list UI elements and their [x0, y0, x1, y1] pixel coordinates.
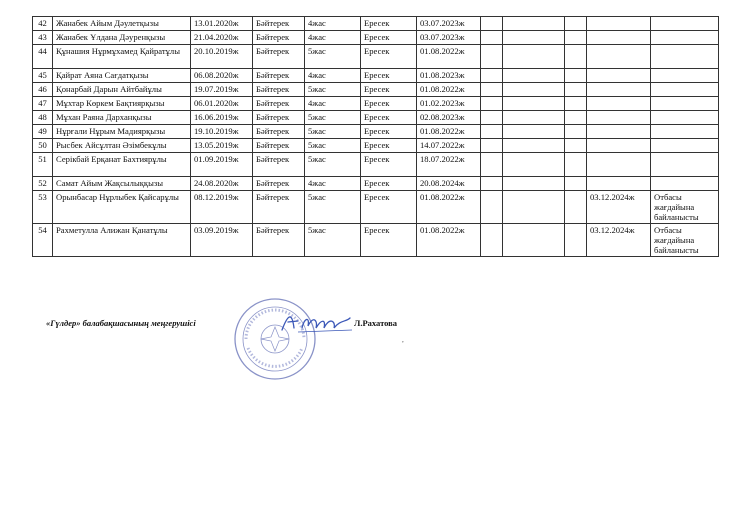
extra-col-9 — [503, 153, 565, 177]
roster-body — [33, 17, 719, 257]
extra-col-9 — [503, 45, 565, 69]
birth-date: 19.10.2019ж — [191, 125, 253, 139]
birth-date: 13.05.2019ж — [191, 139, 253, 153]
departure-reason — [651, 69, 719, 83]
group-name: Бәйтерек — [253, 139, 305, 153]
extra-col-10 — [565, 111, 587, 125]
row-number: 44 — [33, 45, 53, 69]
row-number: 53 — [33, 191, 53, 224]
group-type: Ересек — [361, 224, 417, 257]
table-row — [33, 177, 719, 191]
departure-date: 03.12.2024ж — [587, 191, 651, 224]
signatory-name: Л.Рахатова — [354, 318, 398, 328]
group-type: Ересек — [361, 45, 417, 69]
age: 5жас — [305, 224, 361, 257]
child-name: Нұрғали Нұрым Мадиярқызы — [53, 125, 191, 139]
departure-reason — [651, 111, 719, 125]
extra-col-8 — [481, 45, 503, 69]
row-number: 43 — [33, 31, 53, 45]
enrollment-date: 20.08.2024ж — [417, 177, 481, 191]
birth-date: 19.07.2019ж — [191, 83, 253, 97]
table-row — [33, 111, 719, 125]
extra-col-8 — [481, 111, 503, 125]
enrollment-date: 01.08.2023ж — [417, 69, 481, 83]
enrollment-date: 18.07.2022ж — [417, 153, 481, 177]
departure-date — [587, 125, 651, 139]
departure-date — [587, 69, 651, 83]
group-name: Бәйтерек — [253, 31, 305, 45]
birth-date: 06.08.2020ж — [191, 69, 253, 83]
extra-col-9 — [503, 31, 565, 45]
group-type: Ересек — [361, 83, 417, 97]
extra-col-9 — [503, 17, 565, 31]
table-row — [33, 125, 719, 139]
stray-mark: , — [402, 336, 404, 344]
birth-date: 03.09.2019ж — [191, 224, 253, 257]
departure-reason — [651, 97, 719, 111]
departure-date: 03.12.2024ж — [587, 224, 651, 257]
group-name: Бәйтерек — [253, 191, 305, 224]
departure-date — [587, 139, 651, 153]
group-type: Ересек — [361, 69, 417, 83]
group-name: Бәйтерек — [253, 224, 305, 257]
extra-col-10 — [565, 224, 587, 257]
departure-date — [587, 45, 651, 69]
extra-col-8 — [481, 97, 503, 111]
enrollment-date: 01.08.2022ж — [417, 125, 481, 139]
extra-col-8 — [481, 83, 503, 97]
age: 4жас — [305, 17, 361, 31]
group-name: Бәйтерек — [253, 177, 305, 191]
extra-col-9 — [503, 224, 565, 257]
extra-col-8 — [481, 224, 503, 257]
group-name: Бәйтерек — [253, 153, 305, 177]
table-row — [33, 83, 719, 97]
children-roster-table — [32, 16, 719, 257]
enrollment-date: 01.08.2022ж — [417, 83, 481, 97]
group-type: Ересек — [361, 153, 417, 177]
departure-date — [587, 111, 651, 125]
extra-col-9 — [503, 125, 565, 139]
extra-col-10 — [565, 69, 587, 83]
child-name: Мұхтар Көркем Бақтиярқызы — [53, 97, 191, 111]
group-type: Ересек — [361, 17, 417, 31]
extra-col-9 — [503, 97, 565, 111]
departure-reason: Отбасы жағдайына байланысты — [651, 224, 719, 257]
departure-date — [587, 31, 651, 45]
group-name: Бәйтерек — [253, 83, 305, 97]
extra-col-10 — [565, 125, 587, 139]
departure-reason — [651, 45, 719, 69]
child-name: Жанабек Ұлдана Дәуренқызы — [53, 31, 191, 45]
extra-col-9 — [503, 83, 565, 97]
row-number: 51 — [33, 153, 53, 177]
age: 4жас — [305, 97, 361, 111]
group-name: Бәйтерек — [253, 69, 305, 83]
child-name: Рысбек Айсұлтан Әзімбекұлы — [53, 139, 191, 153]
enrollment-date: 01.08.2022ж — [417, 191, 481, 224]
row-number: 49 — [33, 125, 53, 139]
age: 4жас — [305, 69, 361, 83]
enrollment-date: 01.02.2023ж — [417, 97, 481, 111]
departure-reason — [651, 31, 719, 45]
departure-reason — [651, 153, 719, 177]
enrollment-date: 03.07.2023ж — [417, 17, 481, 31]
extra-col-9 — [503, 69, 565, 83]
child-name: Жанабек Айым Дәулетқызы — [53, 17, 191, 31]
extra-col-10 — [565, 97, 587, 111]
enrollment-date: 02.08.2023ж — [417, 111, 481, 125]
enrollment-date: 03.07.2023ж — [417, 31, 481, 45]
departure-date — [587, 83, 651, 97]
group-name: Бәйтерек — [253, 97, 305, 111]
extra-col-10 — [565, 31, 587, 45]
birth-date: 20.10.2019ж — [191, 45, 253, 69]
table-row — [33, 139, 719, 153]
extra-col-10 — [565, 45, 587, 69]
table-row — [33, 153, 719, 177]
extra-col-8 — [481, 139, 503, 153]
extra-col-10 — [565, 153, 587, 177]
enrollment-date: 01.08.2022ж — [417, 224, 481, 257]
age: 5жас — [305, 111, 361, 125]
child-name: Құнашия Нұрмұхамед Қайратұлы — [53, 45, 191, 69]
departure-date — [587, 17, 651, 31]
extra-col-8 — [481, 191, 503, 224]
extra-col-9 — [503, 191, 565, 224]
birth-date: 21.04.2020ж — [191, 31, 253, 45]
group-name: Бәйтерек — [253, 17, 305, 31]
row-number: 47 — [33, 97, 53, 111]
birth-date: 01.09.2019ж — [191, 153, 253, 177]
departure-reason — [651, 17, 719, 31]
age: 5жас — [305, 139, 361, 153]
group-type: Ересек — [361, 97, 417, 111]
departure-reason — [651, 83, 719, 97]
departure-date — [587, 97, 651, 111]
table-row — [33, 224, 719, 257]
row-number: 50 — [33, 139, 53, 153]
age: 5жас — [305, 191, 361, 224]
departure-reason — [651, 177, 719, 191]
birth-date: 16.06.2019ж — [191, 111, 253, 125]
handwritten-signature-icon — [278, 308, 356, 336]
extra-col-8 — [481, 177, 503, 191]
child-name: Самат Айым Жақсылыққызы — [53, 177, 191, 191]
table-row — [33, 191, 719, 224]
age: 5жас — [305, 125, 361, 139]
child-name: Қонарбай Дарын Айтбайұлы — [53, 83, 191, 97]
signature-block — [46, 300, 446, 380]
group-name: Бәйтерек — [253, 45, 305, 69]
departure-reason: Отбасы жағдайына байланысты — [651, 191, 719, 224]
birth-date: 08.12.2019ж — [191, 191, 253, 224]
extra-col-10 — [565, 177, 587, 191]
extra-col-9 — [503, 139, 565, 153]
extra-col-10 — [565, 83, 587, 97]
age: 5жас — [305, 83, 361, 97]
table-row — [33, 69, 719, 83]
table-row — [33, 17, 719, 31]
row-number: 54 — [33, 224, 53, 257]
group-name: Бәйтерек — [253, 125, 305, 139]
group-type: Ересек — [361, 177, 417, 191]
enrollment-date: 14.07.2022ж — [417, 139, 481, 153]
group-type: Ересек — [361, 139, 417, 153]
extra-col-9 — [503, 177, 565, 191]
group-type: Ересек — [361, 125, 417, 139]
row-number: 46 — [33, 83, 53, 97]
child-name: Мұхан Раяна Дарханқызы — [53, 111, 191, 125]
extra-col-8 — [481, 31, 503, 45]
child-name: Қайрат Аяна Сағдатқызы — [53, 69, 191, 83]
row-number: 52 — [33, 177, 53, 191]
group-name: Бәйтерек — [253, 111, 305, 125]
birth-date: 06.01.2020ж — [191, 97, 253, 111]
group-type: Ересек — [361, 31, 417, 45]
table-row — [33, 45, 719, 69]
extra-col-8 — [481, 69, 503, 83]
extra-col-8 — [481, 125, 503, 139]
child-name: Орынбасар Нұрлыбек Қайсарұлы — [53, 191, 191, 224]
child-name: Рахметулла Алижан Қанатұлы — [53, 224, 191, 257]
departure-date — [587, 153, 651, 177]
row-number: 48 — [33, 111, 53, 125]
row-number: 42 — [33, 17, 53, 31]
signatory-position: «Гүлдер» балабақшасының меңгерушісі — [46, 318, 196, 328]
departure-reason — [651, 139, 719, 153]
table-row — [33, 31, 719, 45]
extra-col-8 — [481, 153, 503, 177]
extra-col-10 — [565, 139, 587, 153]
departure-date — [587, 177, 651, 191]
extra-col-9 — [503, 111, 565, 125]
age: 5жас — [305, 153, 361, 177]
group-type: Ересек — [361, 191, 417, 224]
age: 5жас — [305, 45, 361, 69]
child-name: Серікбай Ерқанат Бахтиярұлы — [53, 153, 191, 177]
extra-col-8 — [481, 17, 503, 31]
birth-date: 13.01.2020ж — [191, 17, 253, 31]
departure-reason — [651, 125, 719, 139]
age: 4жас — [305, 177, 361, 191]
age: 4жас — [305, 31, 361, 45]
table-row — [33, 97, 719, 111]
group-type: Ересек — [361, 111, 417, 125]
extra-col-10 — [565, 191, 587, 224]
birth-date: 24.08.2020ж — [191, 177, 253, 191]
extra-col-10 — [565, 17, 587, 31]
row-number: 45 — [33, 69, 53, 83]
enrollment-date: 01.08.2022ж — [417, 45, 481, 69]
